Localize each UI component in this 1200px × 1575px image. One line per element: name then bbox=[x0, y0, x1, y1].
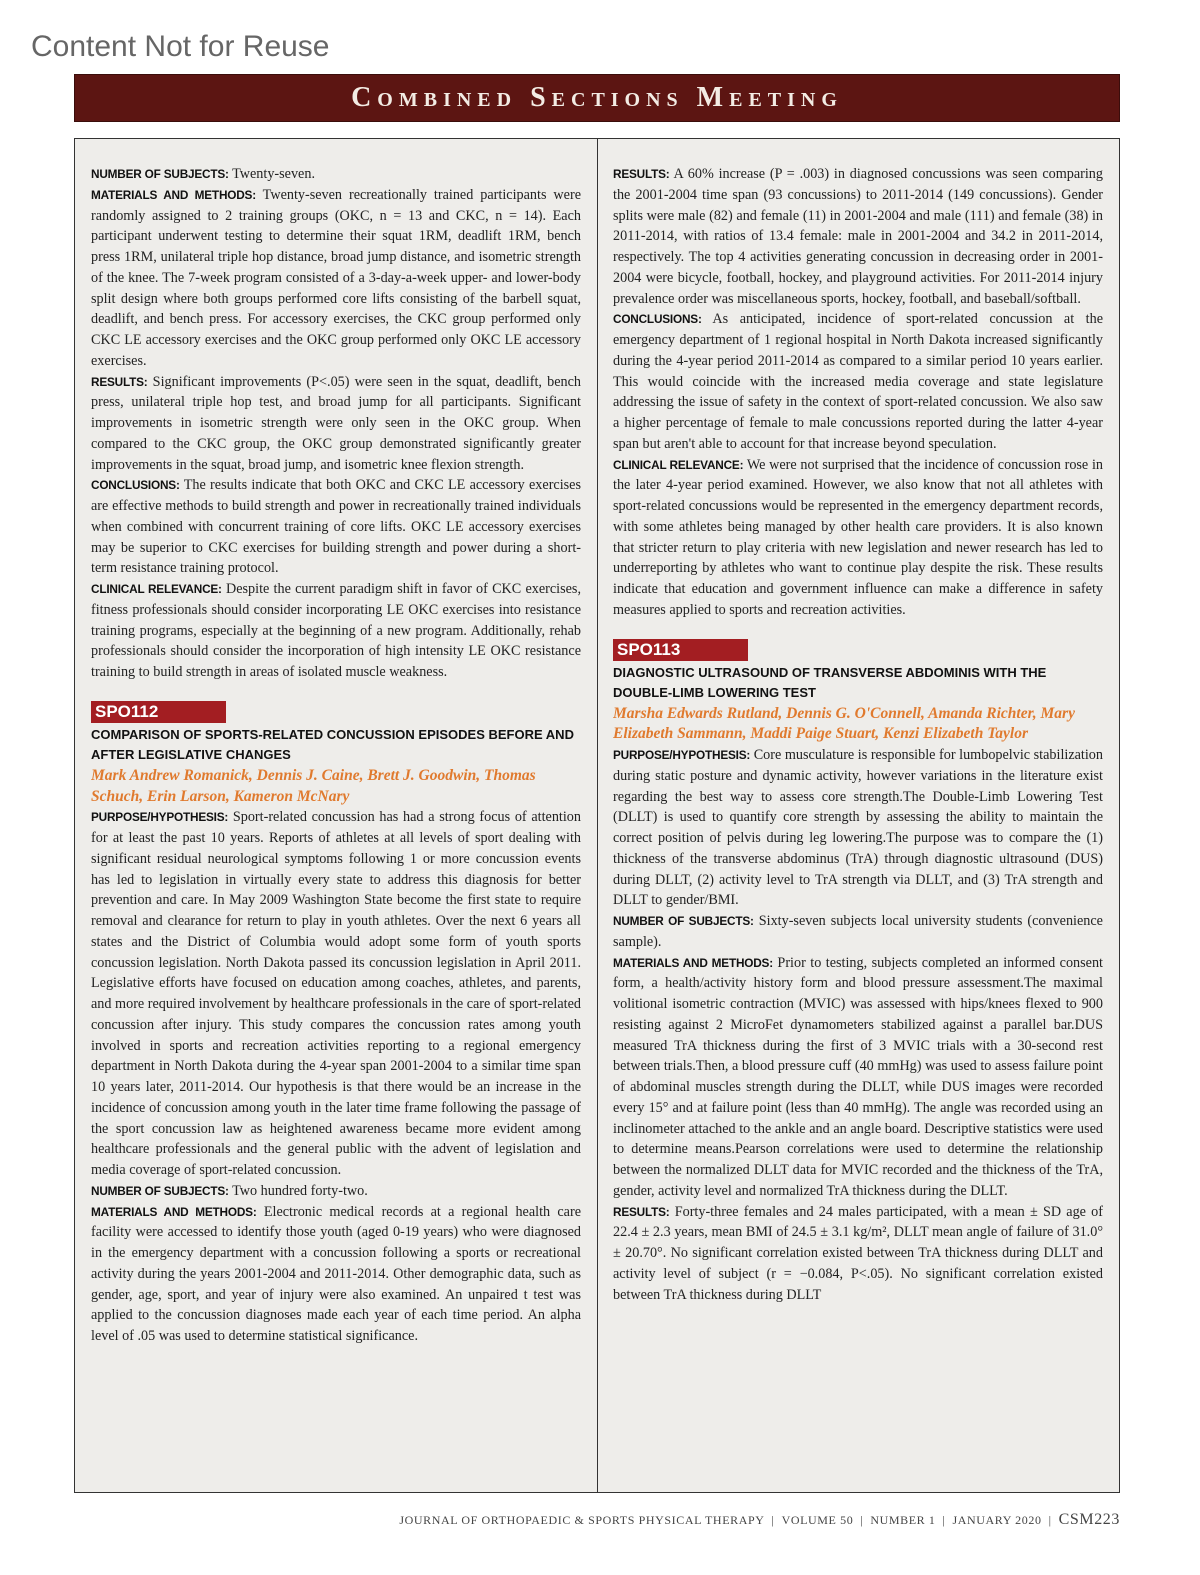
abstract-paragraph bbox=[91, 475, 581, 579]
footer-separator: | bbox=[771, 1513, 775, 1527]
section-label: MATERIALS AND METHODS: bbox=[613, 955, 773, 970]
section-label: MATERIALS AND METHODS: bbox=[91, 1204, 257, 1219]
section-label: CONCLUSIONS: bbox=[613, 312, 702, 327]
section-label: RESULTS: bbox=[613, 1204, 670, 1219]
footer-date: JANUARY 2020 bbox=[952, 1513, 1042, 1527]
abstract-paragraph bbox=[91, 372, 581, 476]
footer-separator: | bbox=[942, 1513, 946, 1527]
footer-journal: JOURNAL OF ORTHOPAEDIC & SPORTS PHYSICAL THERAPY bbox=[399, 1513, 765, 1527]
abstract-paragraph bbox=[91, 185, 581, 372]
abstract-paragraph bbox=[613, 953, 1103, 1202]
section-banner bbox=[74, 74, 1120, 122]
abstract-authors: Mark Andrew Romanick, Dennis J. Caine, Brett J. Goodwin, Thomas Schuch, Erin Larson, Kameron McNary bbox=[91, 766, 536, 805]
section-label: CONCLUSIONS: bbox=[91, 478, 180, 493]
paragraph-text: We were not surprised that the incidence of concussion rose in the later 4-year period examined. However, we also know that not all athletes with sport-related concussions would be represented in the emergency department records, with some athletes being managed by other health care providers. It is also known that stricter return to play criteria with new legislation and newer research has led to underreporting by athletes who want to continue play despite the risk. These results indicate that education and government influence can make a difference in safety measures applied to sports and recreation activities. bbox=[613, 456, 1103, 618]
section-label: PURPOSE/HYPOTHESIS: bbox=[91, 810, 229, 825]
footer-separator: | bbox=[860, 1513, 864, 1527]
abstract-paragraph bbox=[613, 745, 1103, 911]
abstract-paragraph bbox=[613, 309, 1103, 454]
abstract-paragraph bbox=[613, 911, 1103, 953]
section-label: CLINICAL RELEVANCE: bbox=[613, 457, 744, 472]
abstract-paragraph bbox=[91, 164, 581, 185]
section-label: NUMBER OF SUBJECTS: bbox=[613, 914, 754, 929]
abstract-paragraph bbox=[91, 1202, 581, 1347]
abstract-paragraph bbox=[613, 1202, 1103, 1306]
abstract-title: DIAGNOSTIC ULTRASOUND OF TRANSVERSE ABDOMINIS WITH THE DOUBLE-LIMB LOWERING TEST bbox=[613, 664, 1047, 700]
section-label: CLINICAL RELEVANCE: bbox=[91, 582, 222, 596]
section-label: RESULTS: bbox=[91, 374, 148, 389]
abstract-authors: Marsha Edwards Rutland, Dennis G. O'Connell, Amanda Richter, Mary Elizabeth Sammann, Maddi Paige Stuart, Kenzi Elizabeth Taylor bbox=[613, 704, 1075, 743]
right-column bbox=[613, 164, 1103, 1482]
footer-number: NUMBER 1 bbox=[870, 1513, 936, 1527]
abstract-title: COMPARISON OF SPORTS-RELATED CONCUSSION EPISODES BEFORE AND AFTER LEGISLATIVE CHANGES bbox=[91, 726, 574, 763]
paragraph-text: Sixty-seven subjects local university students (convenience sample). bbox=[613, 913, 1103, 950]
page-number: CSM223 bbox=[1058, 1511, 1120, 1528]
column-divider bbox=[597, 138, 598, 1493]
abstract-paragraph bbox=[91, 807, 581, 1181]
paragraph-text: Twenty-seven recreationally trained participants were randomly assigned to 2 training groups (OKC, n = 13 and CKC, n = 14). Each participant underwent testing to determine their squat 1RM, deadlift 1RM, bench press 1RM, unilateral triple hop distance, broad jump distance, and isometric strength of the knee. The 7-week program consisted of a 3-day-a-week upper- and lower-body split design where both groups performed core lifts consisting of the barbell squat, deadlift, and bench press. For accessory exercises, the CKC group performed only CKC LE accessory exercises and the OKC group performed only OKC LE accessory exercises. bbox=[91, 186, 581, 369]
abstract-paragraph bbox=[613, 164, 1103, 309]
section-label: MATERIALS AND METHODS: bbox=[91, 187, 256, 202]
paragraph-text: The results indicate that both OKC and CKC LE accessory exercises are effective methods to build strength and power in recreationally trained individuals when combined with concurrent training of core lifts. OKC LE accessory exercises may be superior to CKC exercises for building strength and power during a short-term resistance training protocol. bbox=[91, 477, 581, 577]
page-footer bbox=[399, 1511, 1120, 1529]
paragraph-text: Core musculature is responsible for lumbopelvic stabilization during static posture and dynamic activity, however variations in the literature exist regarding the best way to assess core strength.The Double-Limb Lowering Test (DLLT) is used to quantify core strength by assessing the ability to maintain the correct position of pelvis during leg lowering.The purpose was to compare the (1) thickness of the transverse abdominus (TrA) through diagnostic ultrasound (DUS) during DLLT, (2) activity level to TrA strength via DLLT, and (3) TrA strength and DLLT to gender/BMI. bbox=[613, 747, 1103, 909]
paragraph-text: Significant improvements (P<.05) were seen in the squat, deadlift, bench press, unilateral triple hop test, and broad jump for all participants. Significant improvements in isometric strength were only seen in the OKC group. When compared to the CKC group, the OKC group demonstrated significantly greater improvements in the squat, broad jump, and isometric knee flexion strength. bbox=[91, 373, 581, 473]
watermark: Content Not for Reuse bbox=[31, 30, 330, 63]
abstract-paragraph bbox=[613, 455, 1103, 621]
paragraph-text: Despite the current paradigm shift in favor of CKC exercises, fitness professionals should consider incorporating LE OKC exercises into resistance training programs, especially at the beginning of a new program. Additionally, rehab professionals should consider the incorporation of high intensity LE OKC resistance training to build strength in areas of isolated muscle weakness. bbox=[91, 581, 581, 680]
section-label: NUMBER OF SUBJECTS: bbox=[91, 1183, 229, 1198]
paragraph-text: Forty-three females and 24 males participated, with a mean ± SD age of 22.4 ± 2.3 years, mean BMI of 24.5 ± 3.1 kg/m², DLLT mean angle of failure of 31.0° ± 20.70°. No significant correlation existed between TrA thickness during DLLT and activity level of subject (r = −0.084, P<.05). No significant correlation existed between TrA thickness during DLLT bbox=[613, 1203, 1103, 1303]
paragraph-text: Sport-related concussion has had a strong focus of attention for at least the past 10 years. Reports of athletes at all levels of sport dealing with significant residual neurological symptoms following 1 or more concussion events has led to legislation in virtually every state to address this diagnosis for better prevention and care. In May 2009 Washington State become the first state to require removal and clearance for return to play in youth athletes. Over the next 6 years all states and the District of Columbia would adopt some form of youth sports concussion legislation. North Dakota passed its concussion legislation in April 2011. Legislative efforts have focused on education among coaches, athletes, and parents, and more required involvement by healthcare professionals in the care of sport-related concussion after injury. This study compares the concussion rates among youth involved in sports and recreation activities reporting to a regional emergency department in North Dakota during the 4-year span 2001-2004 to a similar time span 10 years later, 2011-2014. Our hypothesis is that there would be an increase in the incidence of concussion among youth in the later time frame following the passage of the sport concussion law as heightened awareness became more evident among healthcare professionals and the general public with the advent of legislation and media coverage of sport-related concussion. bbox=[91, 809, 581, 1179]
paragraph-text: As anticipated, incidence of sport-related concussion at the emergency department of 1 regional hospital in North Dakota increased significantly during the 4-year period 2011-2014 as compared to a similar period 10 years earlier. This would coincide with the increased media coverage and state legislature addressing the issue of safety in the context of sport-related concussion. We also saw a higher percentage of female to male concussions reported during the latter 4-year span but aren't able to account for that increase beyond speculation. bbox=[613, 311, 1103, 452]
abstract-id-badge: SPO113 bbox=[613, 639, 748, 661]
paragraph-text: Prior to testing, subjects completed an informed consent form, a health/activity history form and blood pressure assessment.The maximal volitional isometric contraction (MVIC) was assessed with hips/knees flexed to 900 resisting against 2 MicroFet dynamometers stabilized against a parallel bar.DUS measured TrA thickness during the first of 3 MVIC trials with a 30-second rest between trials.Then, a blood pressure cuff (40 mmHg) was used to assess failure point of abdominal muscles strength during the DLLT, while DUS images were recorded every 15° and at failure point (less than 40 mmHg). The angle was recorded using an inclinometer attached to the ankle and an angle board. Descriptive statistics were used to determine means.Pearson correlations were used to determine the relationship between the normalized DLLT data for MVIC recorded and the thickness of the TrA, gender, activity level and normalized TrA thickness during the DLLT. bbox=[613, 954, 1103, 1199]
paragraph-text: Twenty-seven. bbox=[228, 166, 315, 182]
section-label: RESULTS: bbox=[613, 167, 670, 181]
section-label: PURPOSE/HYPOTHESIS: bbox=[613, 748, 751, 763]
footer-separator: | bbox=[1048, 1513, 1052, 1527]
footer-volume: VOLUME 50 bbox=[781, 1513, 854, 1527]
paragraph-text: A 60% increase (P = .003) in diagnosed concussions was seen comparing the 2001-2004 time span (93 concussions) to 2011-2014 (149 concussions). Gender splits were male (82) and female (11) in 2001-2004 and male (111) and female (38) in 2011-2014, with ratios of 13.4 female: male in 2001-2004 and 34.2 in 2011-2014, respectively. The top 4 activities generating concussion in decreasing order in 2001-2004 were bicycle, football, hockey, and playground activities. For 2011-2014 injury prevalence order was miscellaneous sports, hockey, football, and baseball/softball. bbox=[613, 166, 1103, 307]
left-column bbox=[91, 164, 581, 1482]
paragraph-text: Electronic medical records at a regional health care facility were accessed to identify those youth (aged 0-19 years) who were diagnosed in the emergency department with a concussion following a sports or recreational activity during the years 2001-2004 and 2011-2014. Other demographic data, such as gender, age, sport, and year of injury were also examined. An unpaired t test was applied to the concussion diagnoses made each year of each time period. An alpha level of .05 was used to determine statistical significance. bbox=[91, 1203, 581, 1345]
abstract-paragraph bbox=[91, 579, 581, 683]
banner-title: Combined Sections Meeting bbox=[351, 82, 843, 113]
abstract-id-badge: SPO112 bbox=[91, 701, 226, 723]
section-label: NUMBER OF SUBJECTS: bbox=[91, 167, 229, 181]
paragraph-text: Two hundred forty-two. bbox=[228, 1182, 368, 1199]
abstract-paragraph bbox=[91, 1181, 581, 1202]
